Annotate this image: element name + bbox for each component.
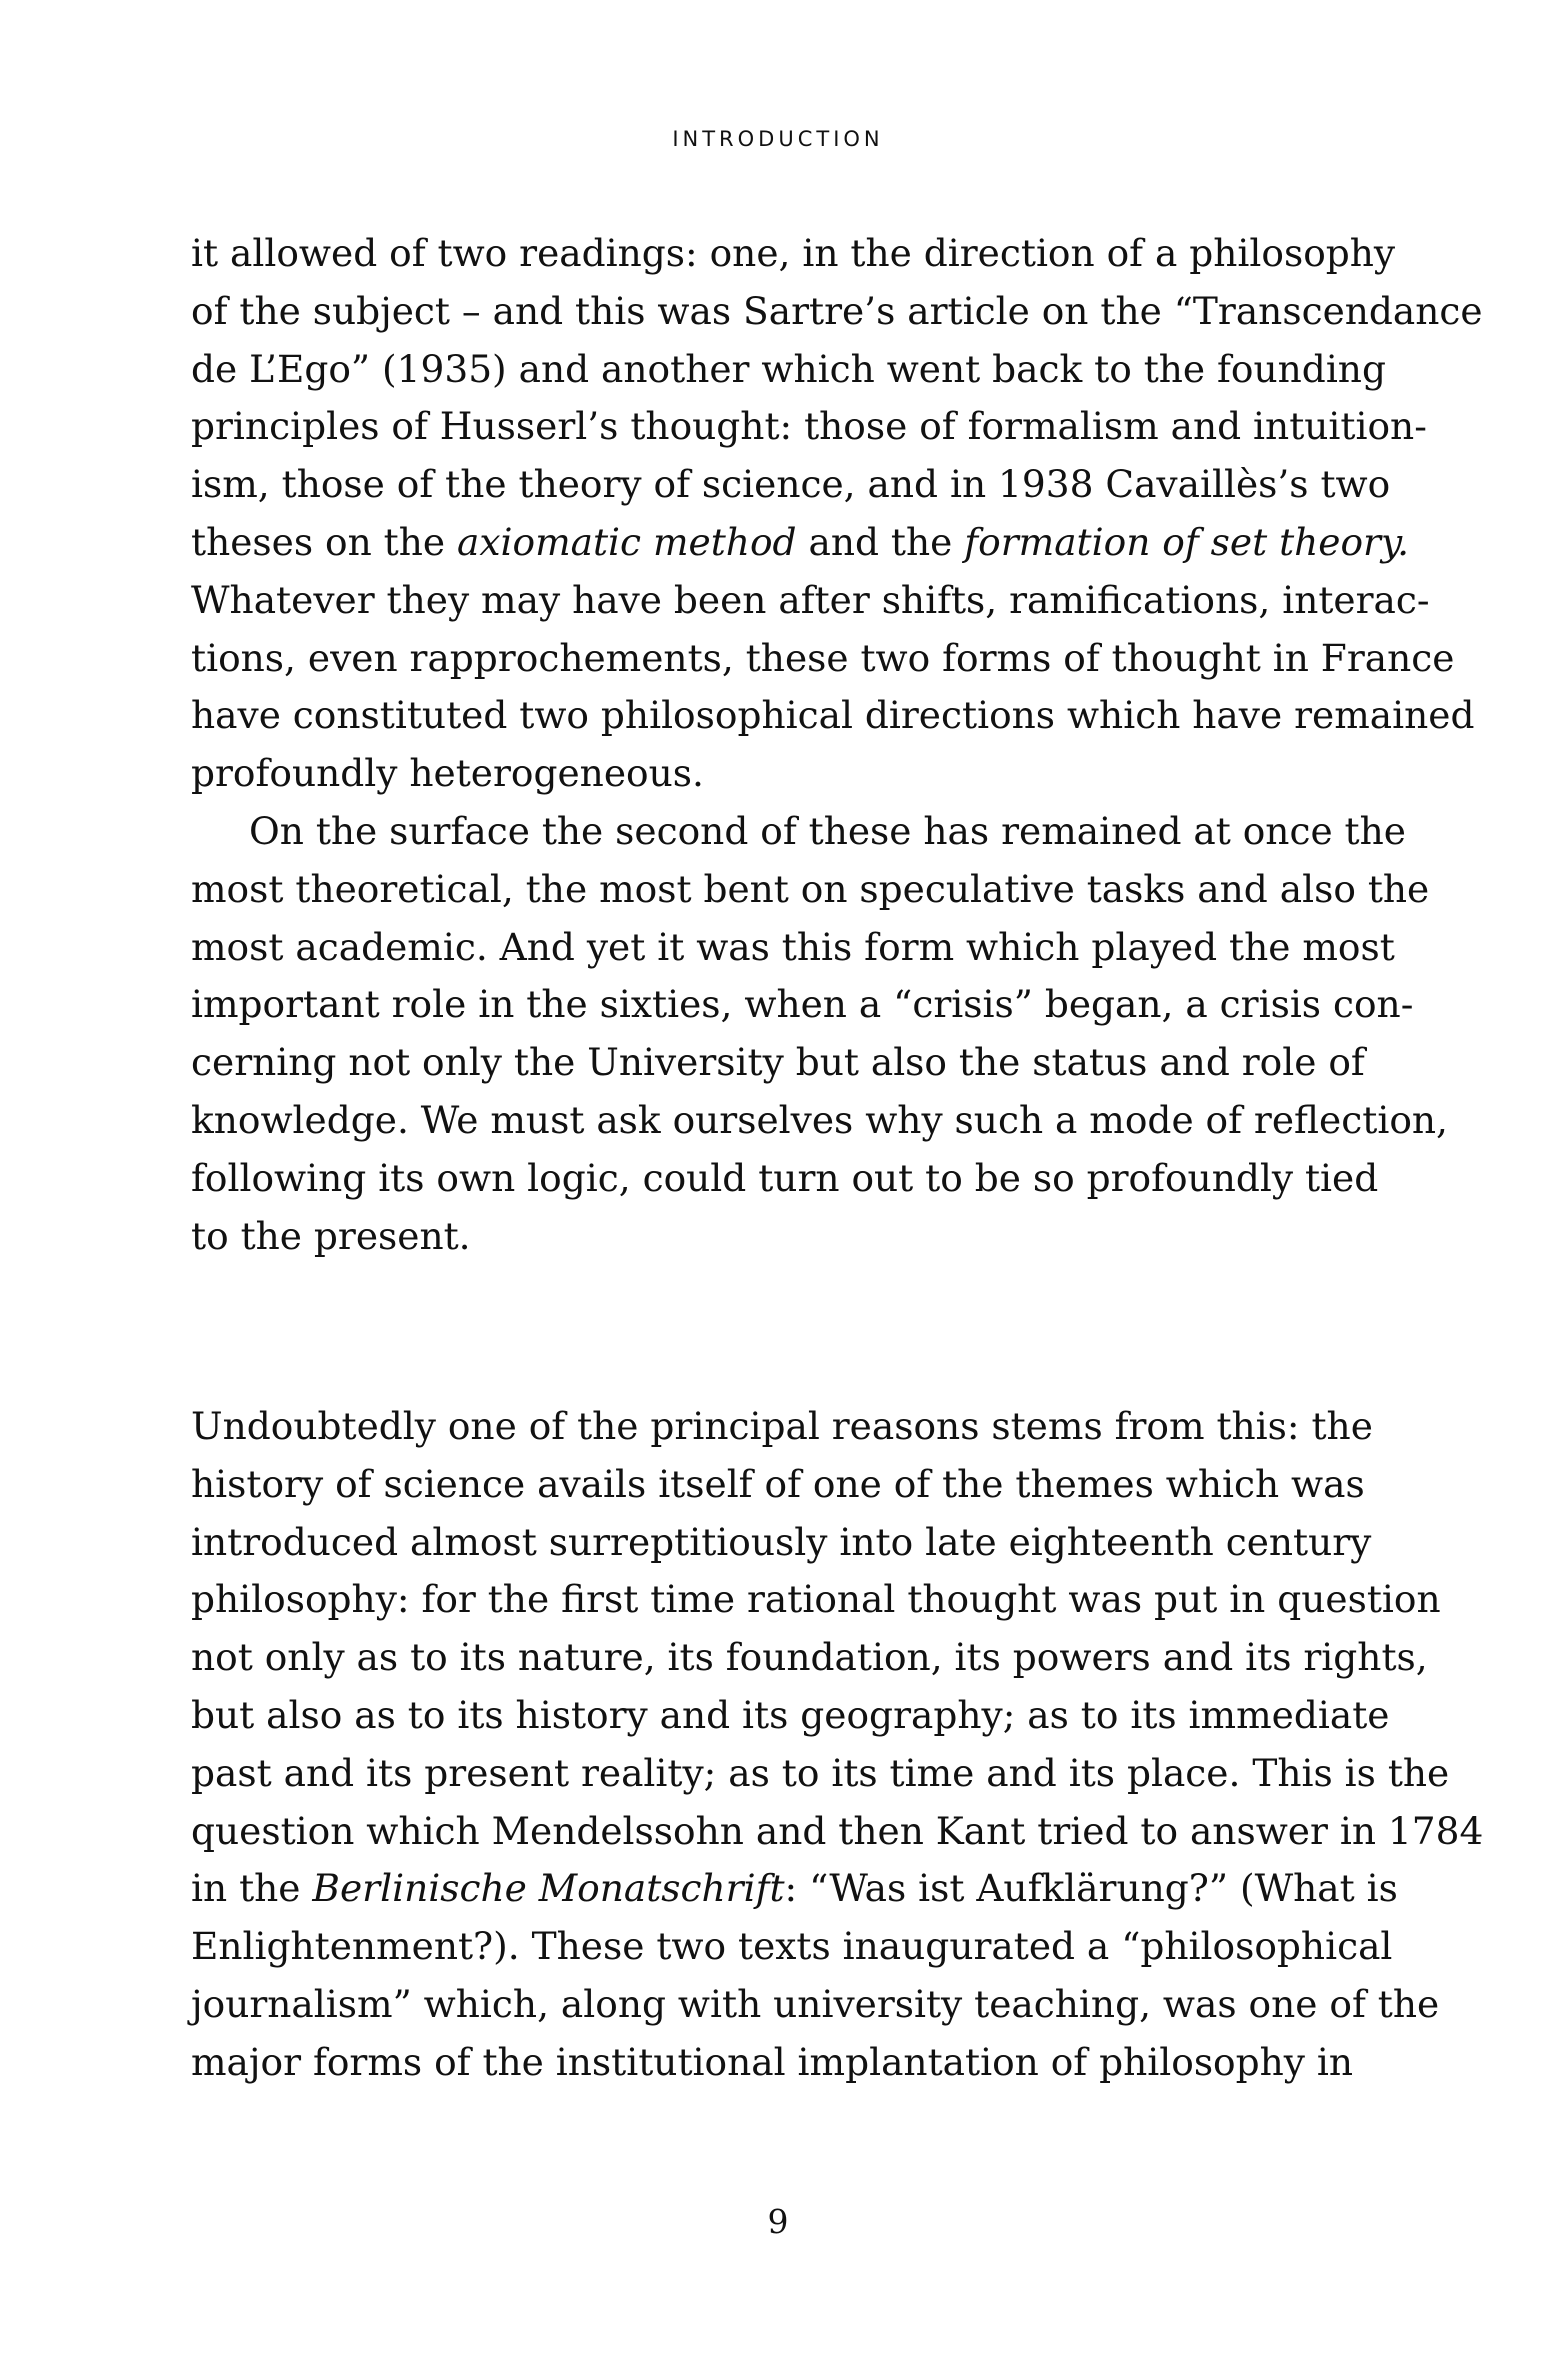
text-line: profoundly heterogeneous. xyxy=(191,751,704,796)
text-line: in the Berlinische Monatschrift: “Was ist Aufklärung?” (What is xyxy=(191,1866,1398,1911)
text-line: journalism” which, along with university teaching, was one of the xyxy=(191,1981,1440,2026)
text-line: important role in the sixties, when a “crisis” began, a crisis con- xyxy=(191,982,1414,1027)
text-line: not only as to its nature, its foundation, its powers and its rights, xyxy=(191,1635,1428,1680)
text-line: tions, even rapprochements, these two forms of thought in France xyxy=(191,635,1455,680)
text-line: knowledge. We must ask ourselves why such a mode of reflection, xyxy=(191,1097,1448,1142)
italic-title: formation of set theory. xyxy=(964,519,1410,564)
text-line: de L’Ego” (1935) and another which went back to the founding xyxy=(191,346,1386,391)
text-line: ism, those of the theory of science, and in 1938 Cavaillès’s two xyxy=(191,462,1391,507)
text-block-2 xyxy=(191,1398,1484,2092)
italic-title: axiomatic method xyxy=(457,519,797,564)
italic-title: Berlinische Monatschrift xyxy=(312,1866,785,1911)
text-block-1 xyxy=(191,225,1483,1265)
page-number: 9 xyxy=(767,2202,789,2241)
text-line: major forms of the institutional implantation of philosophy in xyxy=(191,2039,1354,2084)
text-line: cerning not only the University but also the status and role of xyxy=(191,1040,1365,1085)
text-line: question which Mendelssohn and then Kant tried to answer in 1784 xyxy=(191,1808,1484,1853)
text-line: of the subject – and this was Sartre’s article on the “Transcendance xyxy=(191,288,1483,333)
text-line: introduced almost surreptitiously into late eighteenth century xyxy=(191,1519,1372,1564)
text-line: most academic. And yet it was this form which played the most xyxy=(191,924,1395,969)
text-line: principles of Husserl’s thought: those of formalism and intuition- xyxy=(191,404,1427,449)
text-line: but also as to its history and its geography; as to its immediate xyxy=(191,1692,1390,1737)
running-head: INTRODUCTION xyxy=(672,127,884,151)
text-line: it allowed of two readings: one, in the direction of a philosophy xyxy=(191,231,1396,275)
text-line: Enlightenment?). These two texts inaugurated a “philosophical xyxy=(191,1924,1393,1969)
text-line: theses on the axiomatic method and the formation of set theory. xyxy=(191,519,1410,564)
text-line: history of science avails itself of one of the themes which was xyxy=(191,1461,1365,1506)
text-line: past and its present reality; as to its time and its place. This is the xyxy=(191,1750,1450,1795)
text-line: have constituted two philosophical directions which have remained xyxy=(191,693,1475,738)
text-line: Undoubtedly one of the principal reasons stems from this: the xyxy=(191,1404,1373,1448)
text-line: On the surface the second of these has remained at once the xyxy=(249,808,1406,853)
text-line: following its own logic, could turn out to be so profoundly tied xyxy=(191,1155,1379,1200)
text-line: philosophy: for the first time rational thought was put in question xyxy=(191,1577,1441,1622)
text-line: most theoretical, the most bent on speculative tasks and also the xyxy=(191,866,1430,911)
text-line: Whatever they may have been after shifts, ramifications, interac- xyxy=(191,577,1430,622)
text-line: to the present. xyxy=(191,1213,471,1258)
